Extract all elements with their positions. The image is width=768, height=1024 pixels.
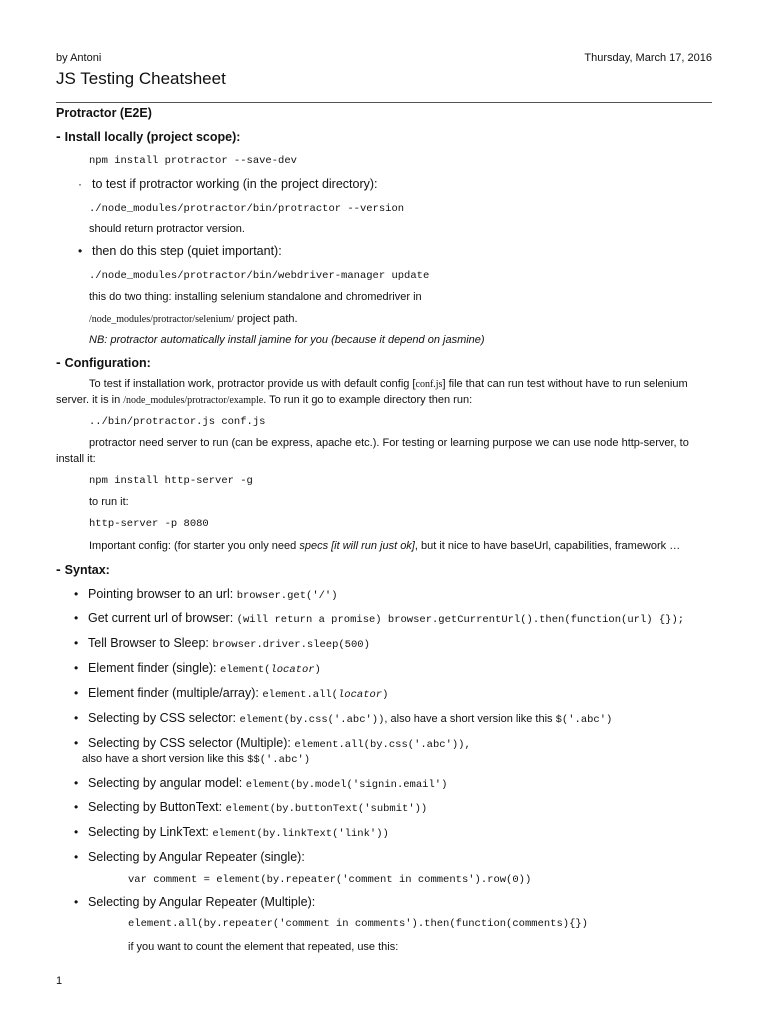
repeater-single-code: var comment = element(by.repeater('comment in comments').row(0))	[128, 874, 532, 886]
list-item	[74, 661, 321, 676]
code-snippet: browser.get('/')	[236, 590, 338, 602]
dash-marker: -	[56, 128, 61, 144]
syntax-heading	[56, 561, 110, 577]
list-item	[74, 850, 305, 864]
list-item-tail: , also have a short version like this	[384, 713, 556, 725]
bullet-icon: •	[74, 895, 79, 909]
configuration-heading-label: Configuration:	[64, 356, 151, 370]
config-paragraph-line1	[89, 378, 688, 390]
bullet-icon: •	[74, 776, 79, 790]
conf-file-name: conf.js	[415, 379, 443, 390]
code-snippet: )	[382, 689, 389, 701]
code-snippet-italic: locator	[270, 664, 315, 676]
page-number: 1	[56, 975, 63, 987]
list-item-label: Selecting by LinkText:	[88, 825, 213, 839]
text-span: . To run it go to example directory then run:	[263, 394, 473, 406]
text-span: server. it is in	[56, 394, 124, 406]
bullet-icon: •	[74, 587, 79, 601]
bullet-icon: •	[74, 686, 79, 700]
code-snippet: element(by.buttonText('submit'))	[225, 803, 428, 815]
text-span: also have a short version like this	[82, 753, 248, 765]
syntax-heading-label: Syntax:	[64, 563, 110, 577]
list-item-label: Selecting by Angular Repeater (Multiple):	[88, 895, 316, 909]
text-span: specs [it will run just ok]	[299, 540, 415, 552]
list-item	[74, 711, 612, 726]
dash-marker: -	[56, 561, 61, 577]
bullet-icon: •	[78, 244, 83, 258]
code-snippet: element(by.css('.abc'))	[239, 714, 385, 726]
list-item	[78, 244, 282, 258]
list-item	[74, 587, 338, 602]
list-item-label: Selecting by CSS selector:	[88, 711, 240, 725]
repeater-count-note: if you want to count the element that repeated, use this:	[128, 941, 399, 953]
list-item	[74, 895, 315, 909]
selenium-path-suffix: project path.	[233, 313, 298, 325]
code-snippet-italic: locator	[338, 689, 383, 701]
bullet-icon: •	[74, 850, 79, 864]
bullet-icon: •	[74, 661, 79, 675]
code-snippet: element.all(	[262, 689, 338, 701]
page-title: JS Testing Cheatsheet	[56, 69, 226, 88]
code-snippet: $('.abc')	[555, 714, 613, 726]
code-snippet: element.all(by.css('.abc')),	[294, 739, 471, 751]
bullet-icon: •	[74, 636, 79, 650]
list-item-label: Pointing browser to an url:	[88, 587, 237, 601]
code-snippet: (will return a promise) browser.getCurrentUrl().then(function(url) {});	[236, 614, 685, 626]
author-label: by Antoni	[56, 52, 102, 64]
list-item	[74, 736, 471, 751]
list-item-label: Element finder (multiple/array):	[88, 686, 263, 700]
code-snippet: )	[314, 664, 321, 676]
bullet-icon: •	[74, 825, 79, 839]
date-label: Thursday, March 17, 2016	[584, 52, 712, 64]
server-paragraph-line2: install it:	[56, 453, 96, 465]
list-item	[74, 686, 388, 701]
list-item-label: Selecting by angular model:	[88, 776, 246, 790]
code-snippet: browser.driver.sleep(500)	[212, 639, 370, 651]
list-item	[74, 611, 684, 626]
list-item	[74, 825, 389, 840]
version-note: should return protractor version.	[89, 223, 245, 235]
http-install-command: npm install http-server -g	[89, 475, 253, 487]
bullet-icon: •	[74, 736, 79, 750]
configuration-heading	[56, 354, 151, 370]
important-config-line	[89, 540, 680, 552]
http-run-command: http-server -p 8080	[89, 518, 209, 530]
code-snippet: element(by.model('signin.email')	[245, 779, 448, 791]
code-snippet: $$('.abc')	[247, 754, 311, 766]
bullet-icon: •	[74, 611, 79, 625]
list-item	[74, 800, 427, 815]
header-divider	[56, 102, 712, 103]
update-command: ./node_modules/protractor/bin/webdriver-manager update	[89, 270, 430, 282]
bullet-icon: ·	[78, 177, 82, 191]
run-command: ../bin/protractor.js conf.js	[89, 416, 266, 428]
list-item-label: Element finder (single):	[88, 661, 221, 675]
list-item	[74, 776, 447, 791]
config-paragraph-line2	[56, 394, 472, 406]
list-item-label: Get current url of browser:	[88, 611, 237, 625]
install-heading	[56, 128, 240, 144]
list-item-continuation	[82, 753, 310, 766]
list-item-label: Selecting by Angular Repeater (single):	[88, 850, 305, 864]
list-item	[74, 636, 370, 651]
install-command: npm install protractor --save-dev	[89, 155, 297, 167]
install-heading-label: Install locally (project scope):	[64, 130, 241, 144]
selenium-path: /node_modules/protractor/selenium/	[89, 314, 234, 325]
list-item	[78, 177, 378, 191]
selenium-path-line	[89, 313, 298, 325]
version-command: ./node_modules/protractor/bin/protractor --version	[89, 203, 405, 215]
run-it-label: to run it:	[89, 496, 129, 508]
list-item-label: Selecting by ButtonText:	[88, 800, 226, 814]
repeater-multiple-code: element.all(by.repeater('comment in comments').then(function(comments){})	[128, 918, 588, 930]
nb-note: NB: protractor automatically install jamine for you (because it depend on jasmine)	[89, 334, 485, 346]
list-item-label: Tell Browser to Sleep:	[88, 636, 213, 650]
list-item-label: to test if protractor working (in the project directory):	[92, 177, 378, 191]
section-heading-protractor: Protractor (E2E)	[56, 106, 152, 120]
example-path: /node_modules/protractor/example	[123, 395, 264, 406]
code-snippet: element(	[220, 664, 271, 676]
text-span: To test if installation work, protractor provide us with default config [	[89, 378, 416, 390]
bullet-icon: •	[74, 800, 79, 814]
update-note: this do two thing: installing selenium standalone and chromedriver in	[89, 291, 422, 303]
server-paragraph-line1: protractor need server to run (can be express, apache etc.). For testing or learning purpose we can use node http-server, to	[89, 437, 689, 449]
bullet-icon: •	[74, 711, 79, 725]
text-span: ] file that can run test without have to run selenium	[442, 378, 688, 390]
text-span: Important config: (for starter you only need	[89, 540, 300, 552]
dash-marker: -	[56, 354, 61, 370]
text-span: , but it nice to have baseUrl, capabilities, framework …	[414, 540, 681, 552]
code-snippet: element(by.linkText('link'))	[212, 828, 389, 840]
list-item-label: Selecting by CSS selector (Multiple):	[88, 736, 295, 750]
list-item-label: then do this step (quiet important):	[92, 244, 282, 258]
